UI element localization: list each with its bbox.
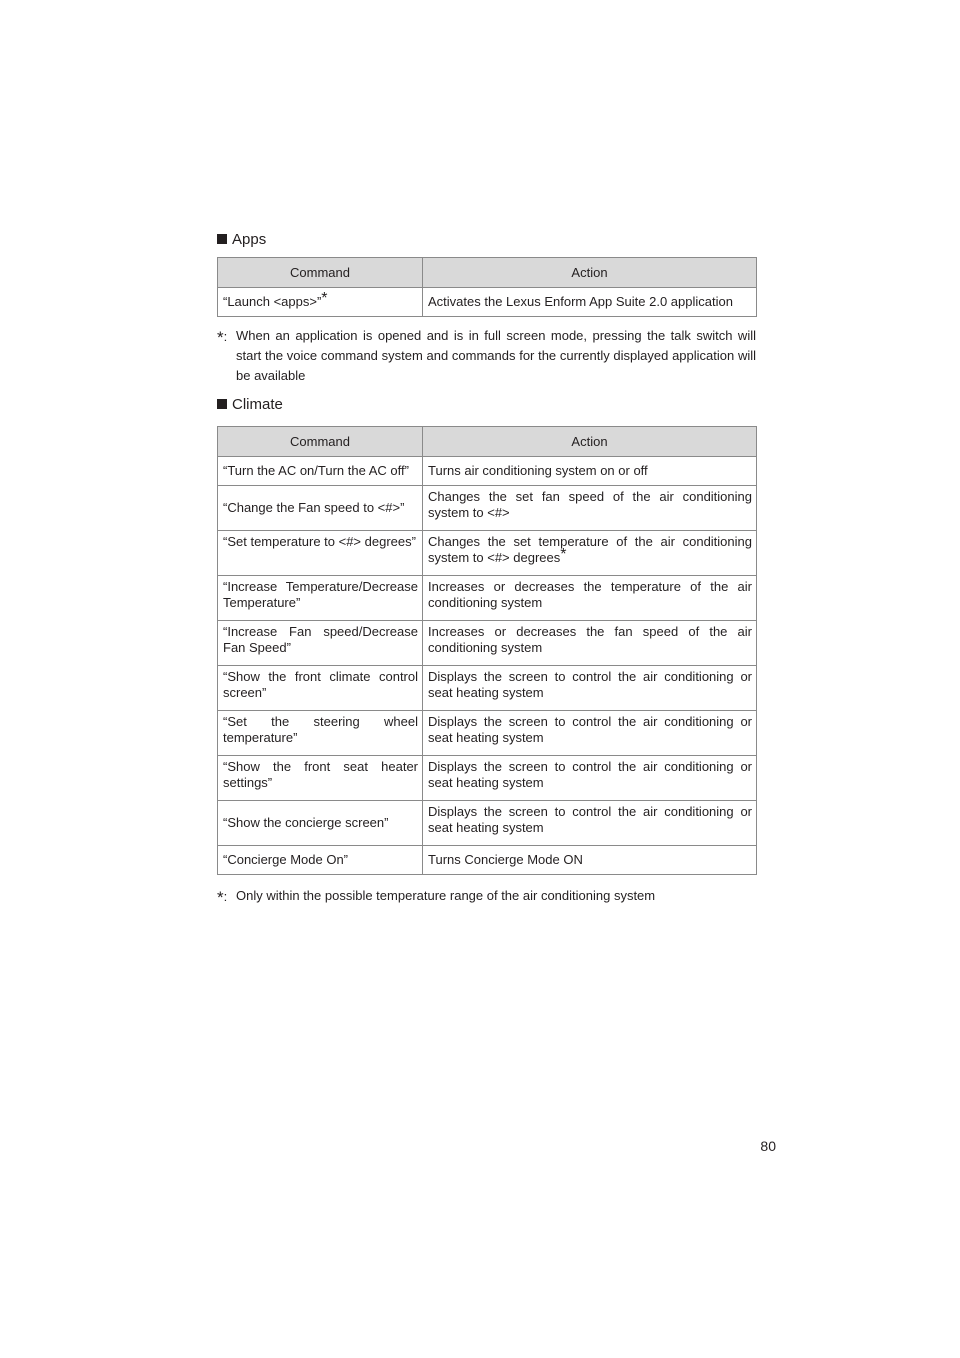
page-number: 80 [760,1138,776,1154]
table-row [218,531,757,576]
command-cell: “Set temperature to <#> degrees” [218,531,423,576]
table-row [218,711,757,756]
apps-heading [217,231,266,248]
square-bullet-icon [217,399,227,409]
action-cell: Turns air conditioning system on or off [423,457,757,486]
command-cell: “Concierge Mode On” [218,846,423,875]
command-cell: “Show the front climate control screen” [218,666,423,711]
command-cell: “Show the front seat heater settings” [218,756,423,801]
table-row [218,756,757,801]
climate-footnote [217,886,756,907]
action-cell: Displays the screen to control the air conditioning or seat heating system [423,666,757,711]
climate-table [217,426,757,875]
table-row [218,846,757,875]
command-cell: “Launch <apps>”* [218,288,423,317]
apps-table [217,257,757,317]
table-row [218,288,757,317]
column-header-action: Action [423,258,757,288]
table-row [218,666,757,711]
table-row [218,486,757,531]
action-cell: Increases or decreases the temperature of the air conditioning system [423,576,757,621]
table-row [218,457,757,486]
table-header-row [218,427,757,457]
action-cell: Turns Concierge Mode ON [423,846,757,875]
table-header-row [218,258,757,288]
table-row [218,576,757,621]
action-cell: Changes the set fan speed of the air conditioning system to <#> [423,486,757,531]
action-cell: Displays the screen to control the air conditioning or seat heating system [423,801,757,846]
command-cell: “Change the Fan speed to <#>” [218,486,423,531]
footnote-marker: * [321,290,328,307]
command-cell: “Show the concierge screen” [218,801,423,846]
square-bullet-icon [217,234,227,244]
command-cell: “Set the steering wheel temperature” [218,711,423,756]
table-row [218,621,757,666]
apps-heading-text: Apps [232,231,267,248]
apps-footnote [217,326,756,386]
command-cell: “Increase Temperature/Decrease Temperature” [218,576,423,621]
footnote-text: When an application is opened and is in full screen mode, pressing the talk switch will start the voice command system and commands for the currently displayed application will be available [236,328,756,383]
command-cell: “Turn the AC on/Turn the AC off” [218,457,423,486]
climate-heading-text: Climate [232,396,283,413]
action-cell: Displays the screen to control the air conditioning or seat heating system [423,756,757,801]
climate-heading [217,396,283,413]
footnote-text: Only within the possible temperature range of the air conditioning system [236,888,656,903]
table-row [218,801,757,846]
column-header-command: Command [218,427,423,457]
column-header-action: Action [423,427,757,457]
column-header-command: Command [218,258,423,288]
footnote-mark: *: [217,888,228,907]
action-cell: Increases or decreases the fan speed of the air conditioning system [423,621,757,666]
command-cell: “Increase Fan speed/Decrease Fan Speed” [218,621,423,666]
action-cell: Activates the Lexus Enform App Suite 2.0 application [423,288,757,317]
footnote-mark: *: [217,328,228,347]
action-cell: Changes the set temperature of the air conditioning system to <#> degrees* [423,531,757,576]
footnote-marker: * [560,546,567,563]
action-cell: Displays the screen to control the air conditioning or seat heating system [423,711,757,756]
